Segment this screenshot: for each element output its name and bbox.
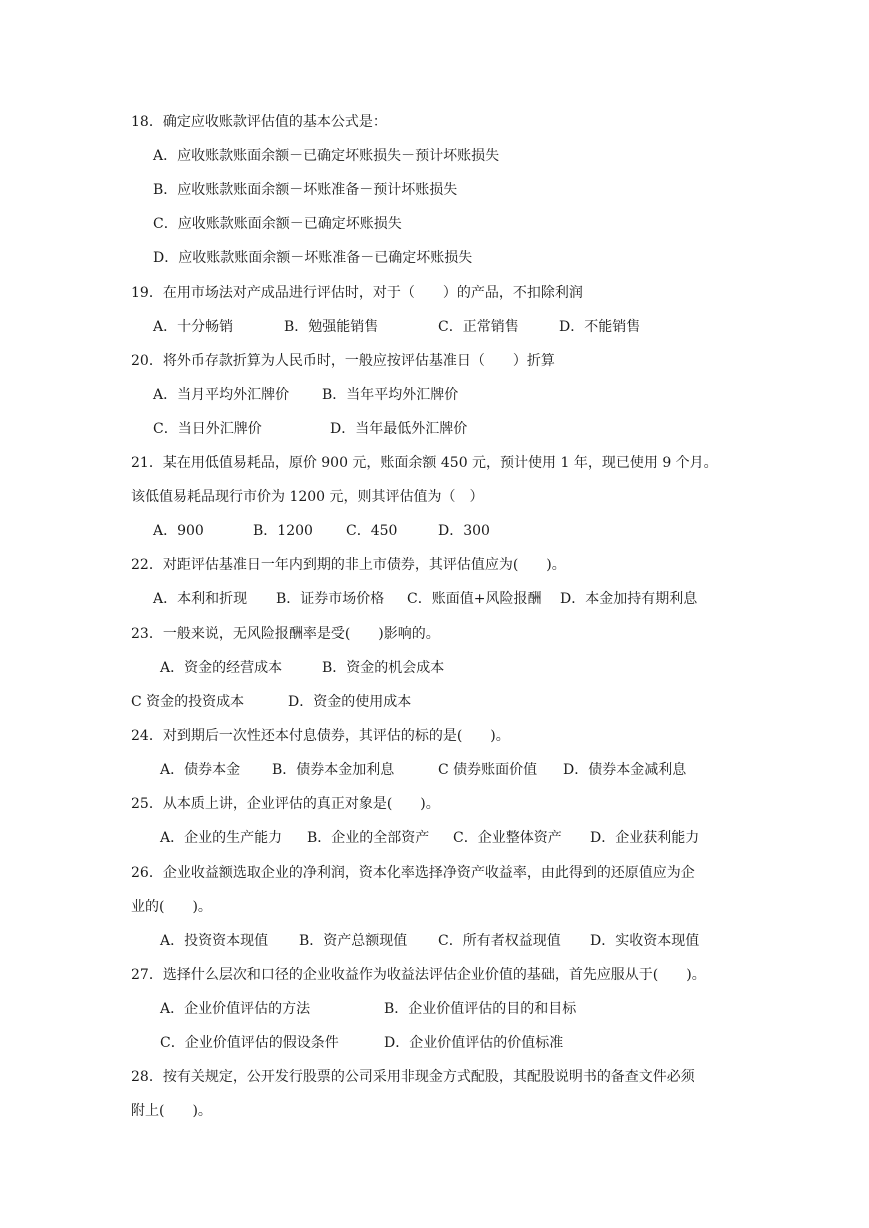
question-22-option-c: C．账面值+风险报酬	[407, 591, 542, 607]
question-18-option-c: C．应收账款账面余额－已确定坏账损失	[153, 216, 402, 232]
question-21-option-c: C．450	[346, 523, 398, 539]
question-25-option-c: C．企业整体资产	[453, 830, 562, 846]
question-26-stem-line1: 26．企业收益额选取企业的净利润，资本化率选择净资产收益率，由此得到的还原值应为企	[131, 865, 695, 881]
question-19-stem: 19．在用市场法对产成品进行评估时，对于（ ）的产品，不扣除利润	[131, 285, 583, 301]
question-24-option-c: C 债券账面价值	[438, 762, 538, 778]
question-20-stem: 20．将外币存款折算为人民币时，一般应按评估基准日（ ）折算	[131, 353, 555, 369]
question-26-option-d: D．实收资本现值	[590, 933, 700, 949]
question-21-stem-line1: 21．某在用低值易耗品，原价 900 元，账面余额 450 元，预计使用 1 年，现已使用 9 个月。	[131, 455, 718, 471]
question-24-option-b: B．债券本金加利息	[272, 762, 395, 778]
question-18-option-b: B．应收账款账面余额－坏账准备－预计坏账损失	[153, 182, 458, 198]
question-26-option-b: B．资产总额现值	[299, 933, 408, 949]
question-18-option-a: A．应收账款账面余额－已确定坏账损失－预计坏账损失	[153, 148, 500, 164]
question-27-option-c: C．企业价值评估的假设条件	[160, 1035, 339, 1051]
question-27-option-b: B．企业价值评估的目的和目标	[384, 1001, 577, 1017]
question-20-option-c: C．当日外汇牌价	[153, 421, 262, 437]
question-24-option-d: D．债券本金减利息	[563, 762, 687, 778]
question-20-option-a: A．当月平均外汇牌价	[153, 387, 290, 403]
question-18-stem: 18．确定应收账款评估值的基本公式是：	[131, 114, 387, 130]
question-21-option-d: D．300	[438, 523, 490, 539]
question-19-option-b: B．勉强能销售	[284, 319, 379, 335]
question-23-option-d: D．资金的使用成本	[288, 694, 412, 710]
question-23-stem: 23．一般来说，无风险报酬率是受( )影响的。	[131, 626, 440, 642]
question-19-option-c: C．正常销售	[438, 319, 519, 335]
question-19-option-d: D．不能销售	[559, 319, 641, 335]
question-22-option-d: D．本金加持有期利息	[560, 591, 698, 607]
question-25-option-a: A．企业的生产能力	[160, 830, 283, 846]
question-20-option-b: B．当年平均外汇牌价	[322, 387, 459, 403]
question-22-option-b: B．证券市场价格	[276, 591, 385, 607]
question-23-option-c: C 资金的投资成本	[131, 694, 245, 710]
question-23-option-b: B．资金的机会成本	[322, 660, 445, 676]
question-24-option-a: A．债券本金	[160, 762, 241, 778]
question-22-stem: 22．对距评估基准日一年内到期的非上市债券，其评估值应为( )。	[131, 557, 566, 573]
question-26-option-c: C．所有者权益现值	[438, 933, 561, 949]
question-20-option-d: D．当年最低外汇牌价	[330, 421, 468, 437]
question-22-option-a: A．本利和折现	[153, 591, 248, 607]
question-28-stem-line2: 附上( )。	[131, 1103, 212, 1119]
question-18-option-d: D．应收账款账面余额－坏账准备－已确定坏账损失	[153, 250, 473, 266]
question-21-stem-line2: 该低值易耗品现行市价为 1200 元，则其评估值为（ ）	[131, 489, 484, 505]
question-24-stem: 24．对到期后一次性还本付息债券，其评估的标的是( )。	[131, 728, 510, 744]
question-23-option-a: A．资金的经营成本	[160, 660, 283, 676]
question-21-option-a: A．900	[153, 523, 204, 539]
question-21-option-b: B．1200	[253, 523, 313, 539]
question-25-stem: 25．从本质上讲，企业评估的真正对象是( )。	[131, 796, 440, 812]
question-28-stem-line1: 28．按有关规定，公开发行股票的公司采用非现金方式配股，其配股说明书的备查文件必须	[131, 1069, 695, 1085]
question-25-option-d: D．企业获利能力	[590, 830, 700, 846]
question-27-option-d: D．企业价值评估的价值标准	[384, 1035, 564, 1051]
question-19-option-a: A．十分畅销	[153, 319, 234, 335]
question-27-stem: 27．选择什么层次和口径的企业收益作为收益法评估企业价值的基础，首先应服从于( )。	[131, 967, 706, 983]
question-26-option-a: A．投资资本现值	[160, 933, 269, 949]
question-26-stem-line2: 业的( )。	[131, 899, 212, 915]
question-27-option-a: A．企业价值评估的方法	[160, 1001, 311, 1017]
question-25-option-b: B．企业的全部资产	[307, 830, 430, 846]
